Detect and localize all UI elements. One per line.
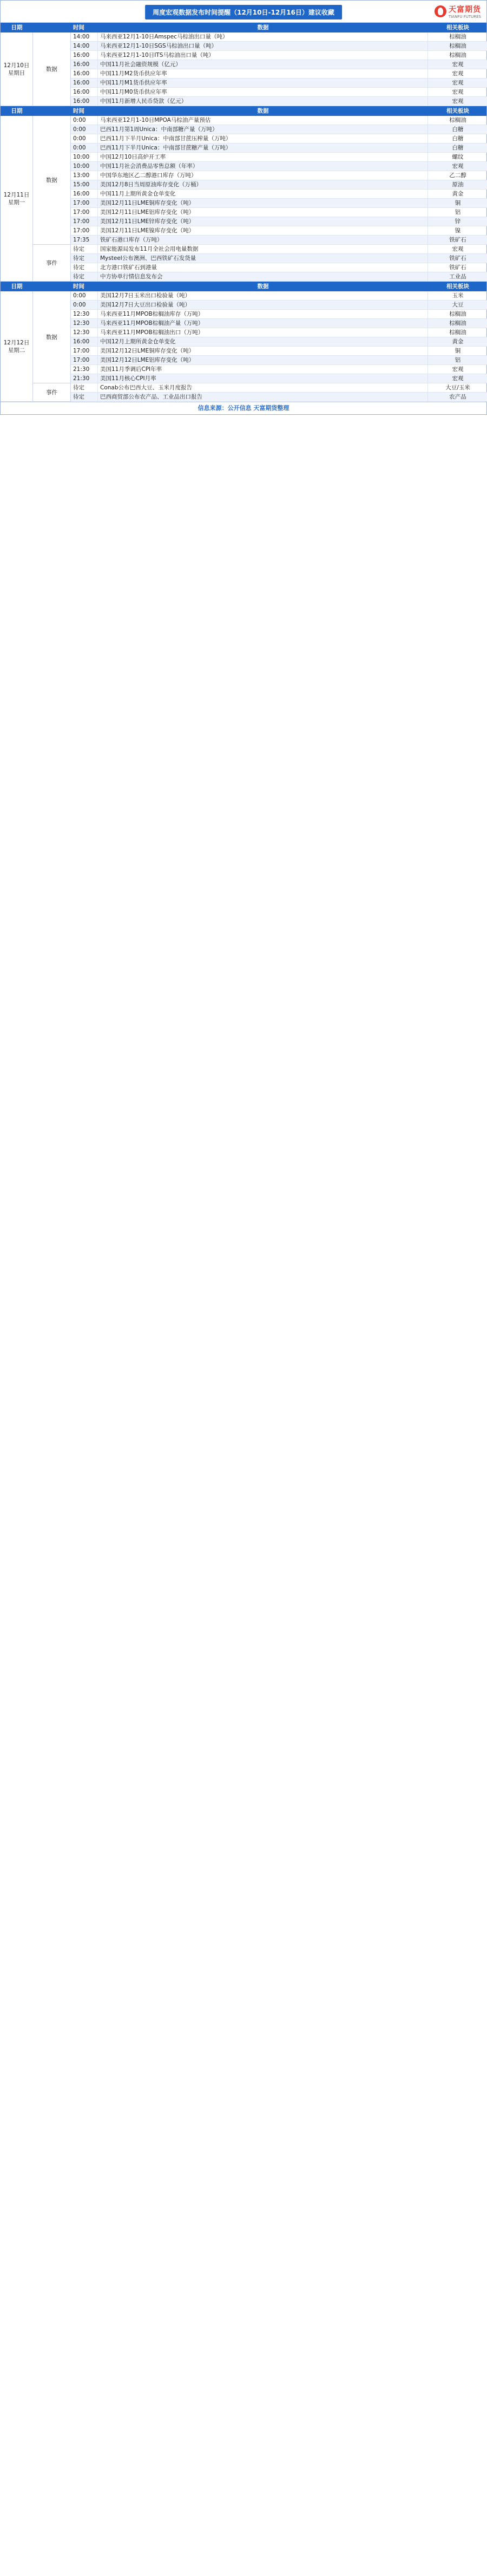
row-time: 21:30	[71, 365, 98, 374]
row-time: 16:00	[71, 51, 98, 60]
column-header-time: 时间	[73, 24, 84, 31]
column-header-band	[1, 106, 486, 116]
calendar-page	[0, 0, 487, 415]
day-block	[1, 291, 486, 402]
page-header	[1, 1, 486, 23]
row-item: 美国12月7日玉米出口检验量（吨）	[98, 291, 428, 300]
column-header-sector: 相关板块	[446, 283, 469, 290]
row-item: 马来西亚11月MPOB棕榈油产量（万吨）	[98, 319, 428, 328]
column-header-date	[33, 106, 71, 116]
row-sector: 宏观	[452, 98, 464, 105]
column-header-date	[33, 23, 71, 32]
table-row	[71, 263, 487, 272]
row-item: 美国12月11日LME铝库存变化（吨）	[98, 208, 428, 217]
row-sector: 乙二醇	[449, 172, 466, 179]
row-sector: 黄金	[452, 338, 464, 345]
group-label: 事件	[33, 245, 71, 282]
row-group	[33, 245, 487, 282]
row-time: 0:00	[71, 301, 98, 309]
schedule-table	[1, 23, 486, 402]
table-row	[71, 180, 487, 190]
row-sector: 大豆	[452, 302, 464, 308]
row-sector: 宏观	[452, 89, 464, 95]
table-row	[71, 374, 487, 383]
row-time: 17:00	[71, 217, 98, 226]
row-sector: 白糖	[452, 135, 464, 142]
column-header-item: 数据	[257, 24, 269, 31]
row-sector: 棕榈油	[449, 117, 466, 123]
table-row	[71, 245, 487, 254]
row-sector: 大豆/玉米	[445, 384, 470, 391]
table-row	[71, 144, 487, 153]
row-sector: 玉米	[452, 292, 464, 299]
row-sector: 宏观	[452, 163, 464, 169]
row-item: 巴西11月下半月Unica：中南部甘蔗糖产量（万吨）	[98, 144, 428, 152]
row-sector: 原油	[452, 181, 464, 188]
table-row	[71, 337, 487, 347]
row-time: 0:00	[71, 116, 98, 125]
group-rows	[71, 116, 487, 245]
row-group	[33, 383, 487, 402]
row-sector: 棕榈油	[449, 34, 466, 40]
table-row	[71, 51, 487, 60]
table-row	[71, 32, 487, 42]
column-header-date: 日期	[11, 283, 23, 290]
row-time: 0:00	[71, 144, 98, 152]
column-header-time: 时间	[73, 283, 84, 290]
row-sector: 铝	[455, 209, 461, 216]
row-time: 12:30	[71, 328, 98, 337]
row-item: 巴西11月下半月Unica：中南部甘蔗压榨量（万吨）	[98, 134, 428, 143]
table-row	[71, 60, 487, 69]
table-row	[71, 199, 487, 208]
row-sector: 铁矿石	[449, 255, 466, 262]
row-sector: 工业品	[449, 273, 466, 280]
row-group	[33, 116, 487, 245]
row-item: 美国12月7日大豆出口检验量（吨）	[98, 301, 428, 309]
table-row	[71, 328, 487, 337]
day-label	[1, 116, 33, 282]
row-item: 中国11月上期所黄金仓单变化	[98, 190, 428, 198]
column-header-item: 数据	[257, 108, 269, 114]
day-body	[33, 116, 487, 282]
row-time: 17:35	[71, 236, 98, 244]
group-rows	[71, 32, 487, 106]
table-row	[71, 365, 487, 374]
row-sector: 铁矿石	[449, 264, 466, 271]
row-time: 16:00	[71, 337, 98, 346]
row-time: 12:30	[71, 319, 98, 328]
row-time: 17:00	[71, 347, 98, 355]
row-item: 中国12月上期所黄金仓单变化	[98, 337, 428, 346]
table-row	[71, 393, 487, 402]
row-item: 中方协单行情信息发布会	[98, 272, 428, 281]
row-sector: 棕榈油	[449, 311, 466, 317]
row-time: 16:00	[71, 88, 98, 96]
table-row	[71, 319, 487, 328]
group-label: 数据	[33, 291, 71, 383]
row-sector: 宏观	[452, 375, 464, 382]
table-row	[71, 301, 487, 310]
row-sector: 铜	[455, 348, 461, 354]
table-row	[71, 134, 487, 144]
day-date: 12月11日	[3, 191, 30, 198]
row-item: 中国11月M0货币供应年率	[98, 88, 428, 96]
group-rows	[71, 383, 487, 402]
column-header-sector: 相关板块	[446, 108, 469, 114]
table-row	[71, 190, 487, 199]
column-header-date: 日期	[11, 24, 23, 31]
table-row	[71, 79, 487, 88]
table-row	[71, 171, 487, 180]
row-time: 待定	[71, 254, 98, 263]
table-row	[71, 310, 487, 319]
row-item: 巴西11月第1周Unica：中南部糖产量（万吨）	[98, 125, 428, 134]
column-header-item: 数据	[257, 283, 269, 290]
row-sector: 镍	[455, 227, 461, 234]
day-label	[1, 32, 33, 106]
row-time: 17:00	[71, 208, 98, 217]
row-time: 14:00	[71, 32, 98, 41]
row-item: 中国11月M1货币供应年率	[98, 79, 428, 87]
row-time: 17:00	[71, 356, 98, 364]
logo-icon	[435, 5, 446, 17]
row-item: 国家能源局发布11月全社会用电量数据	[98, 245, 428, 253]
day-body	[33, 291, 487, 402]
row-time: 0:00	[71, 291, 98, 300]
row-sector: 白糖	[452, 145, 464, 151]
row-time: 待定	[71, 383, 98, 392]
row-sector: 棕榈油	[449, 43, 466, 49]
row-item: 中国11月社会融资规模（亿元）	[98, 60, 428, 69]
table-row	[71, 125, 487, 134]
row-sector: 棕榈油	[449, 52, 466, 58]
group-label: 数据	[33, 32, 71, 106]
table-row	[71, 236, 487, 245]
table-row	[71, 162, 487, 171]
row-time: 16:00	[71, 97, 98, 106]
row-sector: 铝	[455, 357, 461, 363]
row-item: 美国12月11日LME镍库存变化（吨）	[98, 226, 428, 235]
row-time: 16:00	[71, 190, 98, 198]
day-weekday: 星期二	[8, 347, 25, 354]
row-time: 0:00	[71, 134, 98, 143]
row-time: 10:00	[71, 162, 98, 171]
row-time: 14:00	[71, 42, 98, 50]
row-time: 待定	[71, 245, 98, 253]
group-label: 数据	[33, 116, 71, 245]
brand-logo	[435, 4, 481, 19]
table-row	[71, 208, 487, 217]
table-row	[71, 347, 487, 356]
table-row	[71, 42, 487, 51]
row-item: 美国11月核心CPI月率	[98, 374, 428, 383]
row-item: 马来西亚11月MPOB棕榈油出口（万吨）	[98, 328, 428, 337]
table-row	[71, 272, 487, 282]
table-row	[71, 291, 487, 301]
row-time: 13:00	[71, 171, 98, 180]
row-sector: 棕榈油	[449, 329, 466, 336]
table-row	[71, 153, 487, 162]
column-header-band	[1, 23, 486, 32]
row-item: 美国12月11日LME锌库存变化（吨）	[98, 217, 428, 226]
row-item: 美国12月12日LME铝库存变化（吨）	[98, 356, 428, 364]
row-time: 15:00	[71, 180, 98, 189]
row-group	[33, 32, 487, 106]
row-item: 中国11月新增人民币贷款（亿元）	[98, 97, 428, 106]
row-time: 16:00	[71, 79, 98, 87]
row-time: 16:00	[71, 69, 98, 78]
row-sector: 农产品	[449, 394, 466, 400]
row-item: 美国12月8日当周原油库存变化（万桶）	[98, 180, 428, 189]
row-time: 待定	[71, 272, 98, 281]
table-row	[71, 116, 487, 125]
page-title: 周度宏观数据发布时间提醒（12月10日-12月16日）建议收藏	[145, 5, 342, 19]
day-label	[1, 291, 33, 402]
row-item: Mysteel公布澳洲、巴西铁矿石发货量	[98, 254, 428, 263]
row-item: 马来西亚12月1-10日Amspec马棕油出口量（吨）	[98, 32, 428, 41]
row-time: 17:00	[71, 226, 98, 235]
row-time: 待定	[71, 263, 98, 272]
logo-name: 天富期货	[448, 5, 481, 14]
table-row	[71, 254, 487, 263]
row-item: 马来西亚12月1-10日MPOA马棕油产量预估	[98, 116, 428, 125]
row-time: 待定	[71, 393, 98, 401]
row-sector: 铁矿石	[449, 237, 466, 243]
row-time: 10:00	[71, 153, 98, 161]
table-row	[71, 356, 487, 365]
group-rows	[71, 245, 487, 282]
day-weekday: 星期一	[8, 199, 25, 206]
table-row	[71, 383, 487, 393]
row-sector: 宏观	[452, 366, 464, 373]
row-time: 16:00	[71, 60, 98, 69]
column-header-date: 日期	[11, 108, 23, 114]
row-item: 中国11月社会消费品零售总额（年率）	[98, 162, 428, 171]
row-sector: 螺纹	[452, 154, 464, 160]
row-item: 北方港口铁矿石到港量	[98, 263, 428, 272]
column-header-time: 时间	[73, 108, 84, 114]
row-item: 中国12月10日高炉开工率	[98, 153, 428, 161]
row-sector: 锌	[455, 218, 461, 225]
day-date: 12月12日	[3, 339, 30, 346]
row-sector: 铜	[455, 200, 461, 206]
column-header-date	[33, 282, 71, 291]
group-rows	[71, 291, 487, 383]
column-header-sector: 相关板块	[446, 24, 469, 31]
table-row	[71, 69, 487, 79]
day-body	[33, 32, 487, 106]
row-sector: 棕榈油	[449, 320, 466, 327]
row-item: 美国12月11日LME铜库存变化（吨）	[98, 199, 428, 207]
table-row	[71, 97, 487, 106]
table-row	[71, 226, 487, 236]
row-time: 0:00	[71, 125, 98, 134]
row-item: 美国12月12日LME铜库存变化（吨）	[98, 347, 428, 355]
row-sector: 宏观	[452, 61, 464, 68]
row-item: 中国11月M2货币供应年率	[98, 69, 428, 78]
row-item: Conab公布巴西大豆、玉米月度报告	[98, 383, 428, 392]
row-item: 马来西亚12月1-10日ITS马棕油出口量（吨）	[98, 51, 428, 60]
group-label: 事件	[33, 383, 71, 402]
day-weekday: 星期日	[8, 69, 25, 76]
table-row	[71, 88, 487, 97]
logo-subtitle: TIANFU FUTURES	[448, 15, 481, 19]
row-sector: 宏观	[452, 80, 464, 86]
day-date: 12月10日	[3, 62, 30, 69]
row-item: 马来西亚12月1-10日SGS马棕油出口量（吨）	[98, 42, 428, 50]
row-sector: 宏观	[452, 246, 464, 252]
row-group	[33, 291, 487, 383]
row-item: 马来西亚11月MPOB棕榈油库存（万吨）	[98, 310, 428, 318]
row-time: 12:30	[71, 310, 98, 318]
column-header-band	[1, 282, 486, 291]
row-sector: 白糖	[452, 126, 464, 133]
day-block	[1, 116, 486, 282]
footer-source: 信息来源：公开信息 天富期货整理	[1, 402, 486, 414]
row-item: 铁矿石港口库存（万吨）	[98, 236, 428, 244]
row-sector: 黄金	[452, 191, 464, 197]
row-sector: 宏观	[452, 70, 464, 77]
row-item: 中国华东地区乙二醇港口库存（万吨）	[98, 171, 428, 180]
row-item: 巴西商贸部公布农产品、工业品出口报告	[98, 393, 428, 401]
row-item: 美国11月季调后CPI年率	[98, 365, 428, 374]
row-time: 17:00	[71, 199, 98, 207]
table-row	[71, 217, 487, 226]
day-block	[1, 32, 486, 106]
row-time: 21:30	[71, 374, 98, 383]
